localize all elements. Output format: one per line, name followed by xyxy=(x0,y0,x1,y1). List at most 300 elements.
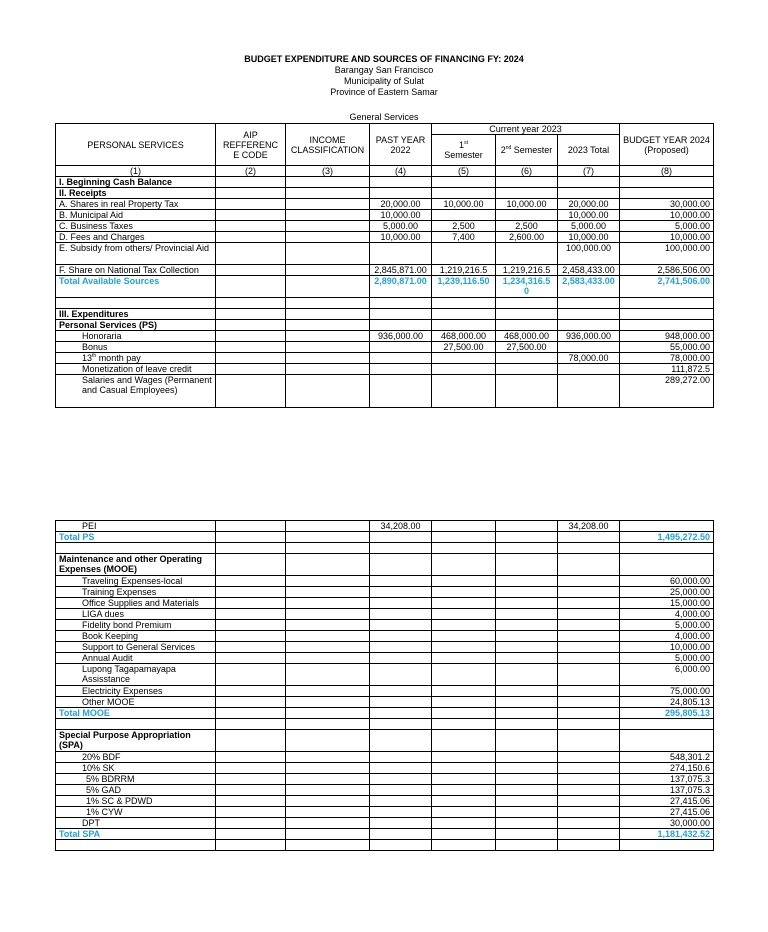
budget-2024-cell: 2,741,506.00 xyxy=(620,276,714,298)
total-2023-cell xyxy=(558,188,620,199)
budget-2024-cell: 6,000.00 xyxy=(620,664,714,686)
total-2023-cell xyxy=(558,554,620,576)
aip-code-cell xyxy=(216,796,286,807)
row-label: Book Keeping xyxy=(56,631,216,642)
total-2023-cell xyxy=(558,807,620,818)
table-row xyxy=(56,609,714,620)
total-2023-cell xyxy=(558,840,620,851)
section-label: General Services xyxy=(349,112,419,122)
total-2023-cell xyxy=(558,796,620,807)
total-2023-cell: 2,458,433.00 xyxy=(558,265,620,276)
aip-code-cell xyxy=(216,697,286,708)
total-2023-cell xyxy=(558,364,620,375)
sem2-cell xyxy=(496,752,558,763)
row-label: Fidelity bond Premium xyxy=(56,620,216,631)
sem2-cell xyxy=(496,653,558,664)
sem1-cell xyxy=(432,620,496,631)
income-class-cell xyxy=(286,199,370,210)
table-row xyxy=(56,243,714,265)
row-label: E. Subsidy from others/ Provincial Aid xyxy=(56,243,216,265)
past-year-cell xyxy=(370,840,432,851)
table-row xyxy=(56,598,714,609)
budget-table-part2 xyxy=(55,520,714,851)
total-2023-cell xyxy=(558,763,620,774)
table-row xyxy=(56,653,714,664)
table-row xyxy=(56,818,714,829)
income-class-cell xyxy=(286,796,370,807)
budget-2024-cell: 274,150.6 xyxy=(620,763,714,774)
sem1-cell xyxy=(432,364,496,375)
table-row xyxy=(56,620,714,631)
sem2-cell xyxy=(496,730,558,752)
budget-2024-cell xyxy=(620,840,714,851)
aip-code-cell xyxy=(216,686,286,697)
aip-code-cell xyxy=(216,730,286,752)
past-year-cell xyxy=(370,309,432,320)
sem2-cell xyxy=(496,554,558,576)
sem1-cell xyxy=(432,807,496,818)
income-class-cell xyxy=(286,375,370,408)
income-class-cell xyxy=(286,543,370,554)
sem1-cell xyxy=(432,532,496,543)
budget-2024-cell: 137,075.3 xyxy=(620,785,714,796)
past-year-cell xyxy=(370,686,432,697)
sem1-cell xyxy=(432,210,496,221)
sem2-cell xyxy=(496,598,558,609)
budget-2024-cell: 4,000.00 xyxy=(620,609,714,620)
sem2-cell xyxy=(496,353,558,364)
budget-2024-cell: 60,000.00 xyxy=(620,576,714,587)
aip-code-cell xyxy=(216,320,286,331)
sem1-cell xyxy=(432,730,496,752)
sem2-cell: 2,500 xyxy=(496,221,558,232)
income-class-cell xyxy=(286,221,370,232)
past-year-cell xyxy=(370,763,432,774)
sem2-cell xyxy=(496,375,558,408)
income-class-cell xyxy=(286,232,370,243)
total-2023-cell xyxy=(558,375,620,408)
sem1-cell xyxy=(432,554,496,576)
total-2023-cell: 10,000.00 xyxy=(558,210,620,221)
budget-2024-cell: 1,181,432.52 xyxy=(620,829,714,840)
row-label: Office Supplies and Materials xyxy=(56,598,216,609)
sem2-cell xyxy=(496,785,558,796)
sem2-cell xyxy=(496,620,558,631)
past-year-cell xyxy=(370,708,432,719)
row-label xyxy=(56,543,216,554)
sem2-cell xyxy=(496,686,558,697)
col-header-aip: AIP REFFERENC E CODE xyxy=(216,124,286,166)
province-name: Province of Eastern Samar xyxy=(330,87,438,97)
sem2-cell: 1,234,316.5 0 xyxy=(496,276,558,298)
sem2-cell xyxy=(496,829,558,840)
table-row xyxy=(56,232,714,243)
sem1-cell: 10,000.00 xyxy=(432,199,496,210)
sem1-cell xyxy=(432,664,496,686)
income-class-cell xyxy=(286,829,370,840)
past-year-cell xyxy=(370,818,432,829)
row-label: Total SPA xyxy=(56,829,216,840)
sem1-cell xyxy=(432,598,496,609)
sem2-cell xyxy=(496,642,558,653)
past-year-cell xyxy=(370,298,432,309)
aip-code-cell xyxy=(216,818,286,829)
total-2023-cell xyxy=(558,298,620,309)
sem1-cell xyxy=(432,177,496,188)
past-year-cell xyxy=(370,543,432,554)
total-2023-cell: 100,000.00 xyxy=(558,243,620,265)
sem1-cell xyxy=(432,188,496,199)
table-row xyxy=(56,697,714,708)
past-year-cell xyxy=(370,631,432,642)
budget-2024-cell: 295,805.13 xyxy=(620,708,714,719)
past-year-cell: 10,000.00 xyxy=(370,210,432,221)
sem2-cell: 2,600.00 xyxy=(496,232,558,243)
income-class-cell xyxy=(286,653,370,664)
income-class-cell xyxy=(286,298,370,309)
row-label: 5% BDRRM xyxy=(56,774,216,785)
sem1-cell xyxy=(432,320,496,331)
col-header-current-year: Current year 2023 xyxy=(432,124,620,135)
table-row xyxy=(56,331,714,342)
total-2023-cell xyxy=(558,785,620,796)
sem2-cell xyxy=(496,840,558,851)
budget-2024-cell: 10,000.00 xyxy=(620,210,714,221)
table-row xyxy=(56,543,714,554)
aip-code-cell xyxy=(216,188,286,199)
income-class-cell xyxy=(286,276,370,298)
municipality-name: Municipality of Sulat xyxy=(343,76,425,86)
budget-2024-cell: 24,805.13 xyxy=(620,697,714,708)
sem2-cell xyxy=(496,320,558,331)
aip-code-cell xyxy=(216,763,286,774)
income-class-cell xyxy=(286,243,370,265)
past-year-cell: 20,000.00 xyxy=(370,199,432,210)
budget-2024-cell xyxy=(620,543,714,554)
income-class-cell xyxy=(286,620,370,631)
income-class-cell xyxy=(286,609,370,620)
income-class-cell xyxy=(286,807,370,818)
total-2023-cell xyxy=(558,177,620,188)
past-year-cell xyxy=(370,829,432,840)
sem2-cell xyxy=(496,364,558,375)
row-label: Special Purpose Appropriation (SPA) xyxy=(56,730,216,752)
past-year-cell: 2,845,871.00 xyxy=(370,265,432,276)
total-2023-cell xyxy=(558,309,620,320)
sem1-cell xyxy=(432,609,496,620)
past-year-cell xyxy=(370,576,432,587)
income-class-cell xyxy=(286,331,370,342)
past-year-cell xyxy=(370,188,432,199)
sem1-cell xyxy=(432,631,496,642)
aip-code-cell xyxy=(216,609,286,620)
table-row xyxy=(56,829,714,840)
table-row xyxy=(56,276,714,298)
budget-2024-cell xyxy=(620,521,714,532)
total-2023-cell: 2,583,433.00 xyxy=(558,276,620,298)
sem2-cell: 10,000.00 xyxy=(496,199,558,210)
budget-2024-cell xyxy=(620,320,714,331)
table-row xyxy=(56,752,714,763)
past-year-cell xyxy=(370,774,432,785)
sem2-cell xyxy=(496,298,558,309)
sem1-cell xyxy=(432,309,496,320)
aip-code-cell xyxy=(216,232,286,243)
table-row xyxy=(56,298,714,309)
total-2023-cell xyxy=(558,708,620,719)
aip-code-cell xyxy=(216,199,286,210)
sem2-cell xyxy=(496,664,558,686)
budget-2024-cell xyxy=(620,719,714,730)
income-class-cell xyxy=(286,364,370,375)
col-num: (4) xyxy=(370,166,432,177)
table-row xyxy=(56,188,714,199)
sem2-cell xyxy=(496,309,558,320)
sem2-cell xyxy=(496,796,558,807)
sem1-cell: 7,400 xyxy=(432,232,496,243)
sem1-cell: 1,219,216.5 xyxy=(432,265,496,276)
past-year-cell xyxy=(370,653,432,664)
aip-code-cell xyxy=(216,587,286,598)
total-2023-cell xyxy=(558,342,620,353)
sem1-cell xyxy=(432,642,496,653)
col-header-sem2: 2nd Semester xyxy=(496,135,558,166)
row-label: Personal Services (PS) xyxy=(56,320,216,331)
sem1-cell xyxy=(432,840,496,851)
sem2-cell xyxy=(496,576,558,587)
table-row xyxy=(56,631,714,642)
total-2023-cell xyxy=(558,598,620,609)
col-num: (3) xyxy=(286,166,370,177)
row-label: III. Expenditures xyxy=(56,309,216,320)
budget-2024-cell: 30,000.00 xyxy=(620,818,714,829)
income-class-cell xyxy=(286,554,370,576)
col-header-personal-services: PERSONAL SERVICES xyxy=(56,124,216,166)
aip-code-cell xyxy=(216,298,286,309)
sem2-cell xyxy=(496,818,558,829)
row-label xyxy=(56,840,216,851)
total-2023-cell xyxy=(558,697,620,708)
budget-2024-cell: 1,495,272.50 xyxy=(620,532,714,543)
aip-code-cell xyxy=(216,210,286,221)
barangay-name: Barangay San Francisco xyxy=(334,65,434,75)
sem1-cell xyxy=(432,243,496,265)
income-class-cell xyxy=(286,664,370,686)
aip-code-cell xyxy=(216,829,286,840)
income-class-cell xyxy=(286,587,370,598)
budget-2024-cell: 78,000.00 xyxy=(620,353,714,364)
total-2023-cell xyxy=(558,752,620,763)
past-year-cell xyxy=(370,375,432,408)
row-label: I. Beginning Cash Balance xyxy=(56,177,216,188)
total-2023-cell xyxy=(558,576,620,587)
budget-2024-cell xyxy=(620,554,714,576)
past-year-cell xyxy=(370,730,432,752)
budget-2024-cell: 15,000.00 xyxy=(620,598,714,609)
sem1-cell: 468,000.00 xyxy=(432,331,496,342)
budget-2024-cell: 5,000.00 xyxy=(620,221,714,232)
past-year-cell: 10,000.00 xyxy=(370,232,432,243)
aip-code-cell xyxy=(216,598,286,609)
row-label: Total PS xyxy=(56,532,216,543)
budget-2024-cell: 111,872.5 xyxy=(620,364,714,375)
aip-code-cell xyxy=(216,774,286,785)
aip-code-cell xyxy=(216,554,286,576)
row-label: Other MOOE xyxy=(56,697,216,708)
col-num: (7) xyxy=(558,166,620,177)
sem2-cell xyxy=(496,543,558,554)
total-2023-cell xyxy=(558,620,620,631)
total-2023-cell: 5,000.00 xyxy=(558,221,620,232)
budget-2024-cell xyxy=(620,177,714,188)
table-row xyxy=(56,664,714,686)
col-num: (6) xyxy=(496,166,558,177)
row-label: 10% SK xyxy=(56,763,216,774)
row-label: 13th month pay xyxy=(56,353,216,364)
sem1-cell: 2,500 xyxy=(432,221,496,232)
budget-2024-cell: 948,000.00 xyxy=(620,331,714,342)
budget-2024-cell: 55,000.00 xyxy=(620,342,714,353)
sem1-cell xyxy=(432,686,496,697)
sem2-cell xyxy=(496,188,558,199)
aip-code-cell xyxy=(216,631,286,642)
sem2-cell xyxy=(496,631,558,642)
past-year-cell: 936,000.00 xyxy=(370,331,432,342)
income-class-cell xyxy=(286,188,370,199)
row-label: Total MOOE xyxy=(56,708,216,719)
aip-code-cell xyxy=(216,265,286,276)
aip-code-cell xyxy=(216,353,286,364)
table-row xyxy=(56,785,714,796)
row-label: 1% SC & PDWD xyxy=(56,796,216,807)
row-label: Total Available Sources xyxy=(56,276,216,298)
past-year-cell xyxy=(370,796,432,807)
past-year-cell xyxy=(370,752,432,763)
table-row xyxy=(56,576,714,587)
total-2023-cell xyxy=(558,653,620,664)
aip-code-cell xyxy=(216,342,286,353)
past-year-cell xyxy=(370,587,432,598)
past-year-cell xyxy=(370,554,432,576)
table-row xyxy=(56,309,714,320)
table-row xyxy=(56,642,714,653)
col-header-income: INCOME CLASSIFICATION xyxy=(286,124,370,166)
budget-2024-cell: 4,000.00 xyxy=(620,631,714,642)
total-2023-cell xyxy=(558,774,620,785)
income-class-cell xyxy=(286,631,370,642)
income-class-cell xyxy=(286,785,370,796)
row-label: PEI xyxy=(56,521,216,532)
total-2023-cell: 20,000.00 xyxy=(558,199,620,210)
sem2-cell xyxy=(496,807,558,818)
sem2-cell xyxy=(496,210,558,221)
sem1-cell xyxy=(432,708,496,719)
budget-2024-cell: 289,272.00 xyxy=(620,375,714,408)
aip-code-cell xyxy=(216,331,286,342)
column-number-row xyxy=(56,166,714,177)
sem2-cell: 27,500.00 xyxy=(496,342,558,353)
past-year-cell xyxy=(370,785,432,796)
row-label xyxy=(56,298,216,309)
total-2023-cell xyxy=(558,642,620,653)
row-label: LIGA dues xyxy=(56,609,216,620)
past-year-cell xyxy=(370,664,432,686)
income-class-cell xyxy=(286,763,370,774)
total-2023-cell xyxy=(558,719,620,730)
col-num: (1) xyxy=(56,166,216,177)
table-row xyxy=(56,708,714,719)
aip-code-cell xyxy=(216,840,286,851)
row-label: Lupong Tagapamayapa Assisstance xyxy=(56,664,216,686)
income-class-cell xyxy=(286,521,370,532)
aip-code-cell xyxy=(216,375,286,408)
income-class-cell xyxy=(286,309,370,320)
row-label: Monetization of leave credit xyxy=(56,364,216,375)
aip-code-cell xyxy=(216,521,286,532)
income-class-cell xyxy=(286,774,370,785)
budget-2024-cell: 27,415.06 xyxy=(620,807,714,818)
row-label: Support to General Services xyxy=(56,642,216,653)
aip-code-cell xyxy=(216,532,286,543)
row-label: C. Business Taxes xyxy=(56,221,216,232)
sem2-cell xyxy=(496,521,558,532)
table-row xyxy=(56,686,714,697)
table-row xyxy=(56,532,714,543)
row-label: Training Expenses xyxy=(56,587,216,598)
row-label: Bonus xyxy=(56,342,216,353)
aip-code-cell xyxy=(216,785,286,796)
budget-2024-cell: 5,000.00 xyxy=(620,620,714,631)
col-header-sem1: 1st Semester xyxy=(432,135,496,166)
past-year-cell: 5,000.00 xyxy=(370,221,432,232)
aip-code-cell xyxy=(216,620,286,631)
aip-code-cell xyxy=(216,309,286,320)
row-label: Salaries and Wages (Permanent and Casual Employees) xyxy=(56,375,216,408)
sem2-cell xyxy=(496,243,558,265)
table-row xyxy=(56,840,714,851)
sem1-cell xyxy=(432,829,496,840)
row-label: A. Shares in real Property Tax xyxy=(56,199,216,210)
budget-2024-cell: 137,075.3 xyxy=(620,774,714,785)
budget-2024-cell: 2,586,506.00 xyxy=(620,265,714,276)
row-label: 20% BDF xyxy=(56,752,216,763)
col-num: (2) xyxy=(216,166,286,177)
past-year-cell xyxy=(370,243,432,265)
sem2-cell xyxy=(496,774,558,785)
budget-2024-cell: 25,000.00 xyxy=(620,587,714,598)
total-2023-cell xyxy=(558,532,620,543)
table-row xyxy=(56,199,714,210)
row-label: Electricity Expenses xyxy=(56,686,216,697)
income-class-cell xyxy=(286,642,370,653)
row-label: F. Share on National Tax Collection xyxy=(56,265,216,276)
total-2023-cell xyxy=(558,730,620,752)
sem1-cell: 1,239,116.50 xyxy=(432,276,496,298)
past-year-cell xyxy=(370,697,432,708)
table-row xyxy=(56,364,714,375)
total-2023-cell xyxy=(558,664,620,686)
table-row xyxy=(56,265,714,276)
budget-2024-cell xyxy=(620,298,714,309)
row-label: II. Receipts xyxy=(56,188,216,199)
sem1-cell xyxy=(432,521,496,532)
sem1-cell xyxy=(432,763,496,774)
sem1-cell xyxy=(432,818,496,829)
sem1-cell xyxy=(432,298,496,309)
income-class-cell xyxy=(286,320,370,331)
income-class-cell xyxy=(286,697,370,708)
total-2023-cell xyxy=(558,587,620,598)
